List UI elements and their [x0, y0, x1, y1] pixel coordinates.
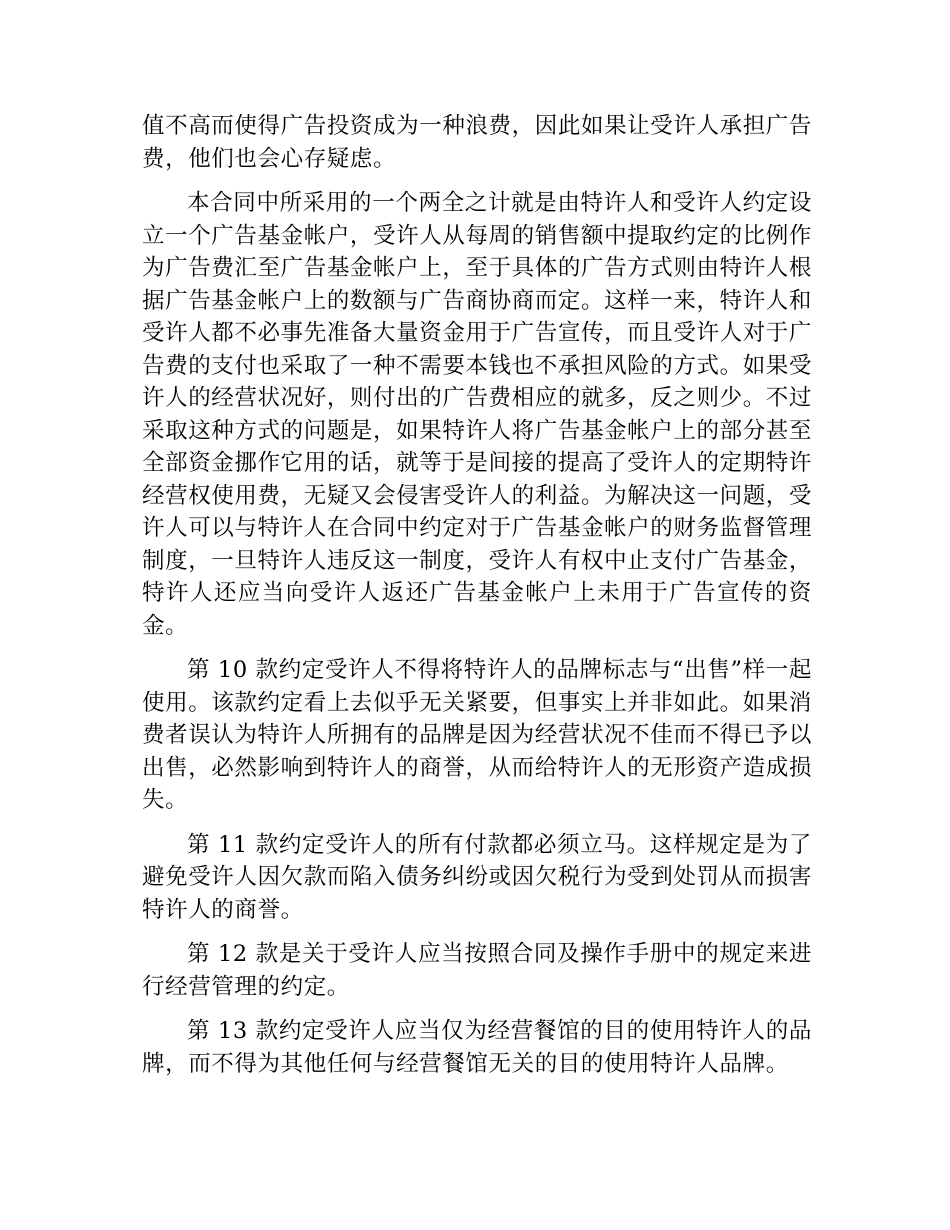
- document-body: [142, 110, 812, 1092]
- paragraph-clause-10: 第 10 款约定受许人不得将特许人的品牌标志与“出售”样一起使用。该款约定看上去似乎无关紧要，但事实上并非如此。如果消费者误认为特许人所拥有的品牌是因为经营状况不佳而不得已予以出售，必然影响到特许人的商誉，从而给特许人的无形资产造成损失。: [142, 657, 812, 813]
- paragraph-clause-11: 第 11 款约定受许人的所有付款都必须立马。这样规定是为了避免受许人因欠款而陷入债务纠纷或因欠税行为受到处罚从而损害特许人的商誉。: [142, 831, 812, 923]
- paragraph-clause-12: 第 12 款是关于受许人应当按照合同及操作手册中的规定来进行经营管理的约定。: [142, 941, 812, 1000]
- paragraph-advertising-cost-continued: 值不高而使得广告投资成为一种浪费，因此如果让受许人承担广告费，他们也会心存疑虑。: [142, 113, 812, 172]
- paragraph-clause-13: 第 13 款约定受许人应当仅为经营餐馆的目的使用特许人的品牌，而不得为其他任何与经营餐馆无关的目的使用特许人品牌。: [142, 1018, 812, 1077]
- paragraph-advertising-fund-account: 本合同中所采用的一个两全之计就是由特许人和受许人约定设立一个广告基金帐户，受许人从每周的销售额中提取约定的比例作为广告费汇至广告基金帐户上，至于具体的广告方式则由特许人根据广告基金帐户上的数额与广告商协商而定。这样一来，特许人和受许人都不必事先准备大量资金用于广告宣传，而且受许人对于广告费的支付也采取了一种不需要本钱也不承担风险的方式。如果受许人的经营状况好，则付出的广告费相应的就多，反之则少。不过采取这种方式的问题是，如果特许人将广告基金帐户上的部分甚至全部资金挪作它用的话，就等于是间接的提高了受许人的定期特许经营权使用费，无疑又会侵害受许人的利益。为解决这一问题，受许人可以与特许人在合同中约定对于广告基金帐户的财务监督管理制度，一旦特许人违反这一制度，受许人有权中止支付广告基金，特许人还应当向受许人返还广告基金帐户上未用于广告宣传的资金。: [142, 190, 812, 639]
